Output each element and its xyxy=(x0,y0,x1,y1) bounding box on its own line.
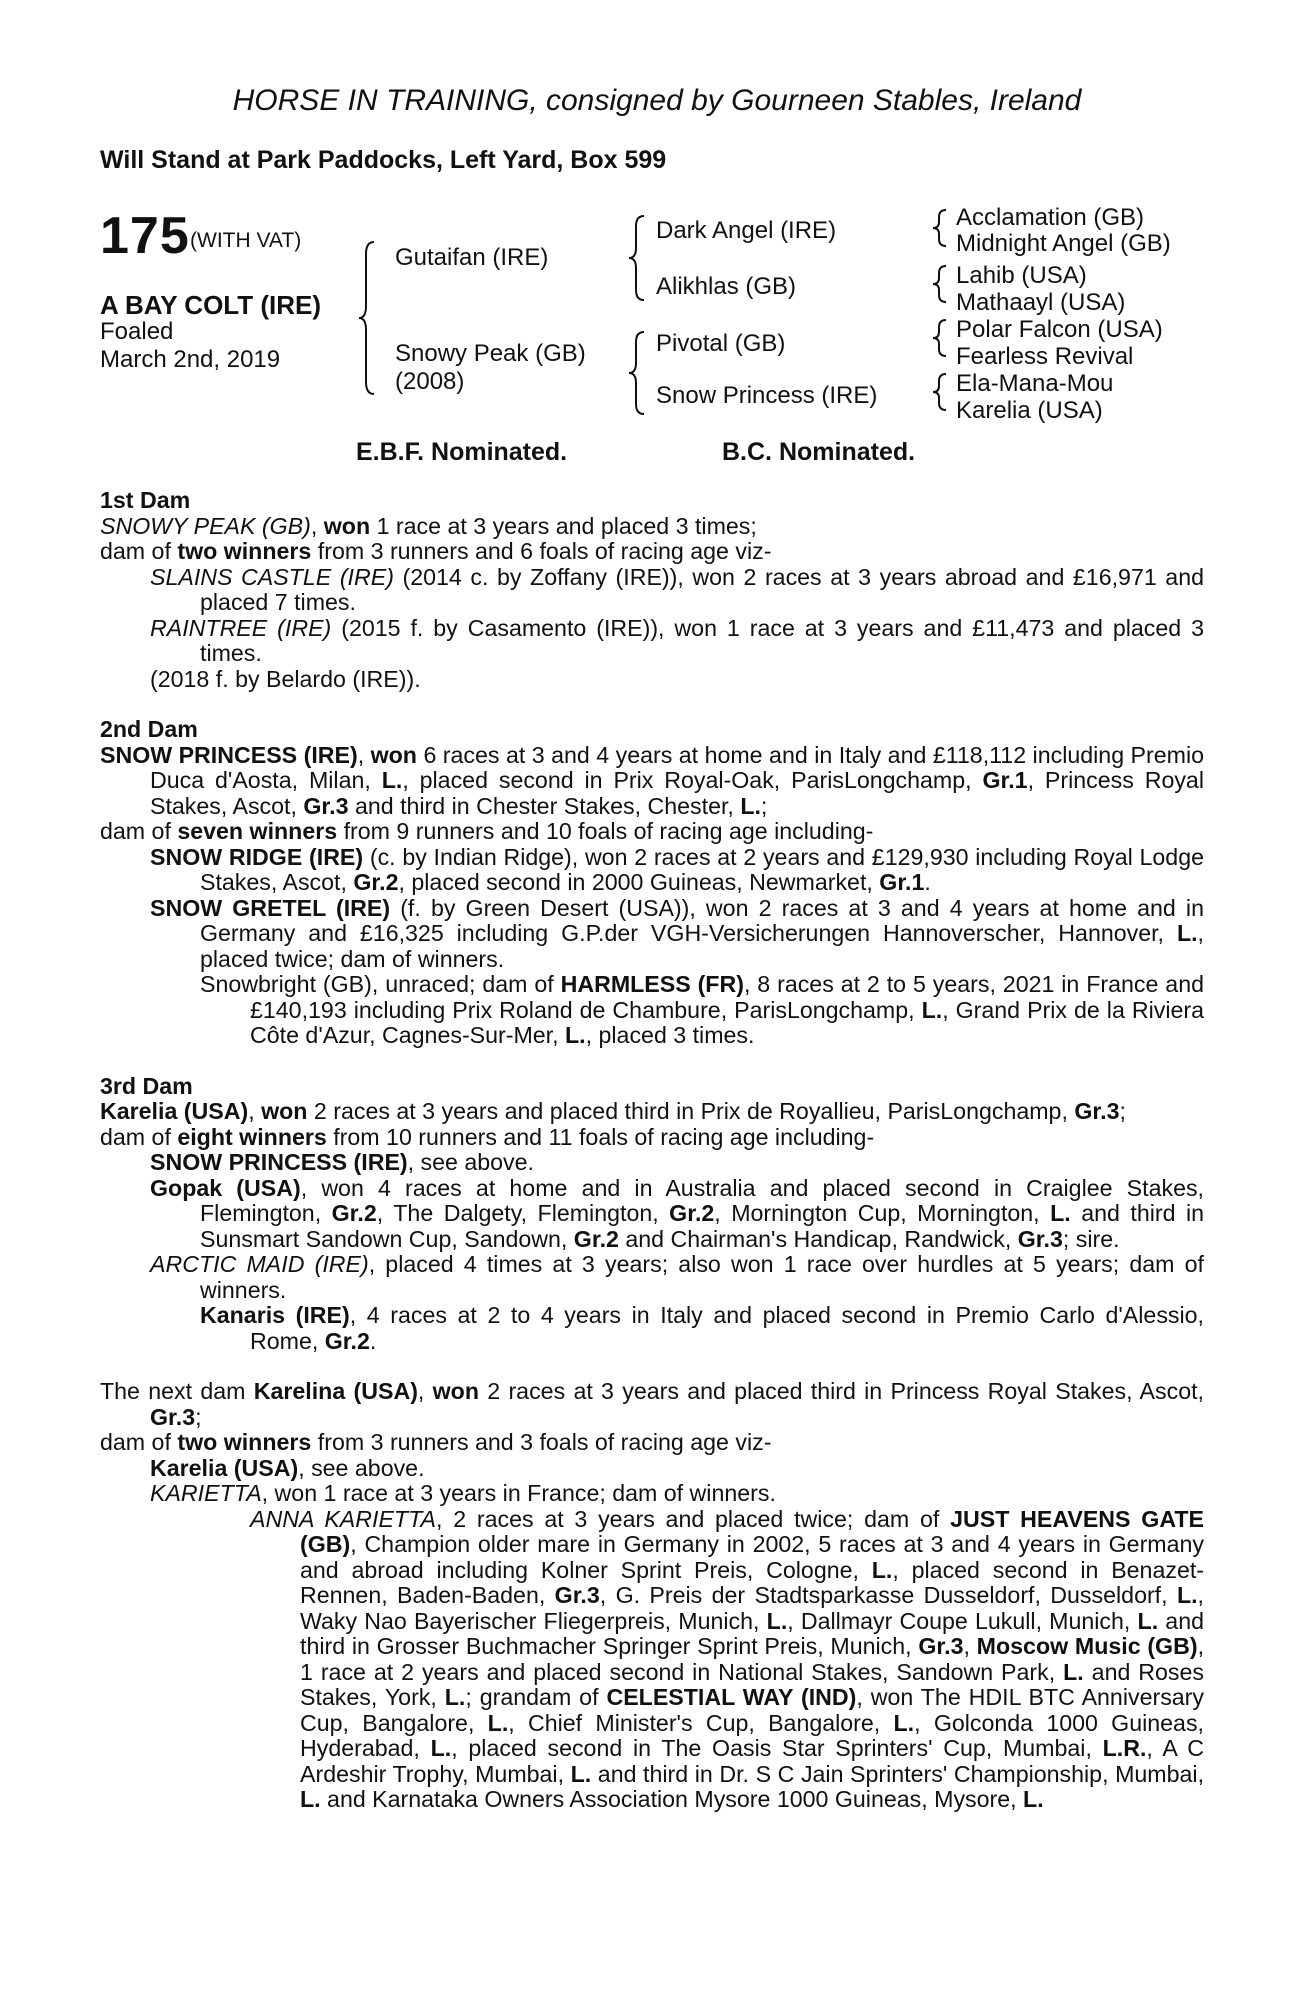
vat-label: (WITH VAT) xyxy=(190,229,302,252)
lot-number: 175 xyxy=(100,207,190,265)
first-dam-name: SNOWY PEAK (GB) xyxy=(100,512,311,539)
list-item: ARCTIC MAID (IRE), placed 4 times at 3 years; also won 1 race over hurdles at 5 years; dam of winners. xyxy=(150,1251,1204,1303)
bc-nominated: B.C. Nominated. xyxy=(722,438,916,466)
list-item: Snowbright (GB), unraced; dam of HARMLESS (FR), 8 races at 2 to 5 years, 2021 in France and £140,193 including Prix Roland de Chambure, ParisLongchamp, L., Grand Prix de la Riviera Côte d'Azur, Cagnes-Sur-Mer, L., placed 3 times. xyxy=(200,971,1204,1048)
pedigree-dam-year: (2008) xyxy=(395,368,465,395)
third-dam-record: Karelia (USA), won 2 races at 3 years and placed third in Prix de Royallieu, ParisLongchamp, Gr.3; xyxy=(100,1098,1126,1124)
pedigree-ggp-4: Mathaayl (USA) xyxy=(956,289,1126,316)
pedigree-ggp-2: Midnight Angel (GB) xyxy=(956,230,1171,257)
first-dam-produce: dam of two winners from 3 runners and 6 foals of racing age viz- xyxy=(100,538,772,564)
pedigree-ggp-3: Lahib (USA) xyxy=(956,262,1087,289)
pedigree-brace-ggp-1 xyxy=(932,208,950,248)
pedigree-dam-sire: Pivotal (GB) xyxy=(656,330,786,357)
third-dam-heading: 3rd Dam xyxy=(100,1072,193,1099)
first-dam-heading: 1st Dam xyxy=(100,487,191,513)
pedigree-brace-dam xyxy=(628,330,648,416)
list-item: SNOW RIDGE (IRE) (c. by Indian Ridge), won 2 races at 2 years and £129,930 including Royal Lodge Stakes, Ascot, Gr.2, placed second in 2000 Guineas, Newmarket, Gr.1. xyxy=(150,843,1204,895)
next-dam-record: The next dam Karelina (USA), won 2 races at 3 years and placed third in Princess Royal Stakes, Ascot, Gr.3; xyxy=(100,1378,1204,1430)
pedigree-ggp-1: Acclamation (GB) xyxy=(956,204,1145,231)
pedigree-brace-ggp-4 xyxy=(932,372,950,412)
list-item: SNOW GRETEL (IRE) (f. by Green Desert (USA)), won 2 races at 3 and 4 years at home and in Germany and £16,325 including G.P.der VGH-Versicherungen Hannoverscher, Hannover, L., placed twice; dam of winners. xyxy=(150,894,1204,972)
pedigree-sire: Gutaifan (IRE) xyxy=(395,244,549,271)
second-dam-heading: 2nd Dam xyxy=(100,716,198,742)
list-item: SNOW PRINCESS (IRE), see above. xyxy=(150,1149,534,1175)
ebf-nominated: E.B.F. Nominated. xyxy=(356,438,568,466)
list-item: Gopak (USA), won 4 races at home and in Australia and placed second in Craiglee Stakes, Flemington, Gr.2, The Dalgety, Flemington, Gr.2, Mornington Cup, Mornington, L. and third in Sunsmart Sandown Cup, Sandown, Gr.2 and Chairman's Handicap, Randwick, Gr.3; sire. xyxy=(150,1174,1205,1252)
foaled-info xyxy=(100,318,280,374)
horse-description: A BAY COLT (IRE) xyxy=(100,290,322,320)
foaled-date: March 2nd, 2019 xyxy=(100,346,281,373)
pedigree-dam-dam: Snow Princess (IRE) xyxy=(656,382,878,409)
pedigree-ggp-8: Karelia (USA) xyxy=(956,397,1103,424)
second-dam-record: SNOW PRINCESS (IRE), won 6 races at 3 and 4 years at home and in Italy and £118,112 including Premio Duca d'Aosta, Milan, L., placed second in Prix Royal-Oak, ParisLongchamp, Gr.1, Princess Royal Stakes, Ascot, Gr.3 and third in Chester Stakes, Chester, L.; xyxy=(100,741,1204,819)
list-item: (2018 f. by Belardo (IRE)). xyxy=(150,665,421,692)
pedigree-sire-sire: Dark Angel (IRE) xyxy=(656,217,837,244)
list-item: KARIETTA, won 1 race at 3 years in France; dam of winners. xyxy=(150,1480,776,1506)
list-item: ANNA KARIETTA, 2 races at 3 years and placed twice; dam of JUST HEAVENS GATE (GB), Champion older mare in Germany in 2002, 5 races at 3 and 4 years in Germany and abroad including Kolner Sprint Preis, Cologne, L., placed second in Benazet-Rennen, Baden-Baden, Gr.3, G. Preis der Stadtsparkasse Dusseldorf, Dusseldorf, L., Waky Nao Bayerischer Fliegerpreis, Munich, L., Dallmayr Coupe Lukull, Munich, L. and third in Grosser Buchmacher Springer Sprint Preis, Munich, Gr.3, Moscow Music (GB), 1 race at 2 years and placed second in National Stakes, Sandown Park, L. and Roses Stakes, York, L.; grandam of CELESTIAL WAY (IND), won The HDIL BTC Anniversary Cup, Bangalore, L., Chief Minister's Cup, Bangalore, L., Golconda 1000 Guineas, Hyderabad, L., placed second in The Oasis Star Sprinters' Cup, Mumbai, L.R., A C Ardeshir Trophy, Mumbai, L. and third in Dr. S C Jain Sprinters' Championship, Mumbai, L. and Karnataka Owners Association Mysore 1000 Guineas, Mysore, L. xyxy=(250,1505,1205,1812)
pedigree-dam: Snowy Peak (GB) xyxy=(395,340,586,367)
stand-location: Will Stand at Park Paddocks, Left Yard, Box 599 xyxy=(100,146,667,174)
pedigree-brace-ggp-3 xyxy=(932,318,950,358)
list-item: Kanaris (IRE), 4 races at 2 to 4 years in Italy and placed second in Premio Carlo d'Alessio, Rome, Gr.2. xyxy=(200,1302,1204,1354)
third-dam-produce: dam of eight winners from 10 runners and 11 foals of racing age including- xyxy=(100,1123,875,1150)
pedigree-brace-main xyxy=(358,240,378,396)
list-item: SLAINS CASTLE (IRE) (2014 c. by Zoffany (IRE)), won 2 races at 3 years abroad and £16,971 and placed 7 times. xyxy=(150,563,1204,615)
first-dam-record: SNOWY PEAK (GB), won 1 race at 3 years and placed 3 times; xyxy=(100,512,757,539)
second-dam-produce: dam of seven winners from 9 runners and 10 foals of racing age including- xyxy=(100,818,874,844)
pedigree-brace-ggp-2 xyxy=(932,264,950,304)
list-item: RAINTREE (IRE) (2015 f. by Casamento (IRE)), won 1 race at 3 years and £11,473 and placed 3 times. xyxy=(150,614,1204,666)
page-header: HORSE IN TRAINING, consigned by Gourneen Stables, Ireland xyxy=(232,84,1082,117)
foaled-label: Foaled xyxy=(100,318,174,345)
pedigree-ggp-7: Ela-Mana-Mou xyxy=(956,370,1114,397)
pedigree-brace-sire xyxy=(628,214,648,302)
pedigree-sire-dam: Alikhlas (GB) xyxy=(656,273,797,300)
list-item: Karelia (USA), see above. xyxy=(150,1454,425,1481)
pedigree-ggp-6: Fearless Revival xyxy=(956,343,1134,370)
catalogue-body xyxy=(100,488,1204,1813)
pedigree-ggp-5: Polar Falcon (USA) xyxy=(956,316,1163,343)
next-dam-produce: dam of two winners from 3 runners and 3 foals of racing age viz- xyxy=(100,1429,772,1455)
